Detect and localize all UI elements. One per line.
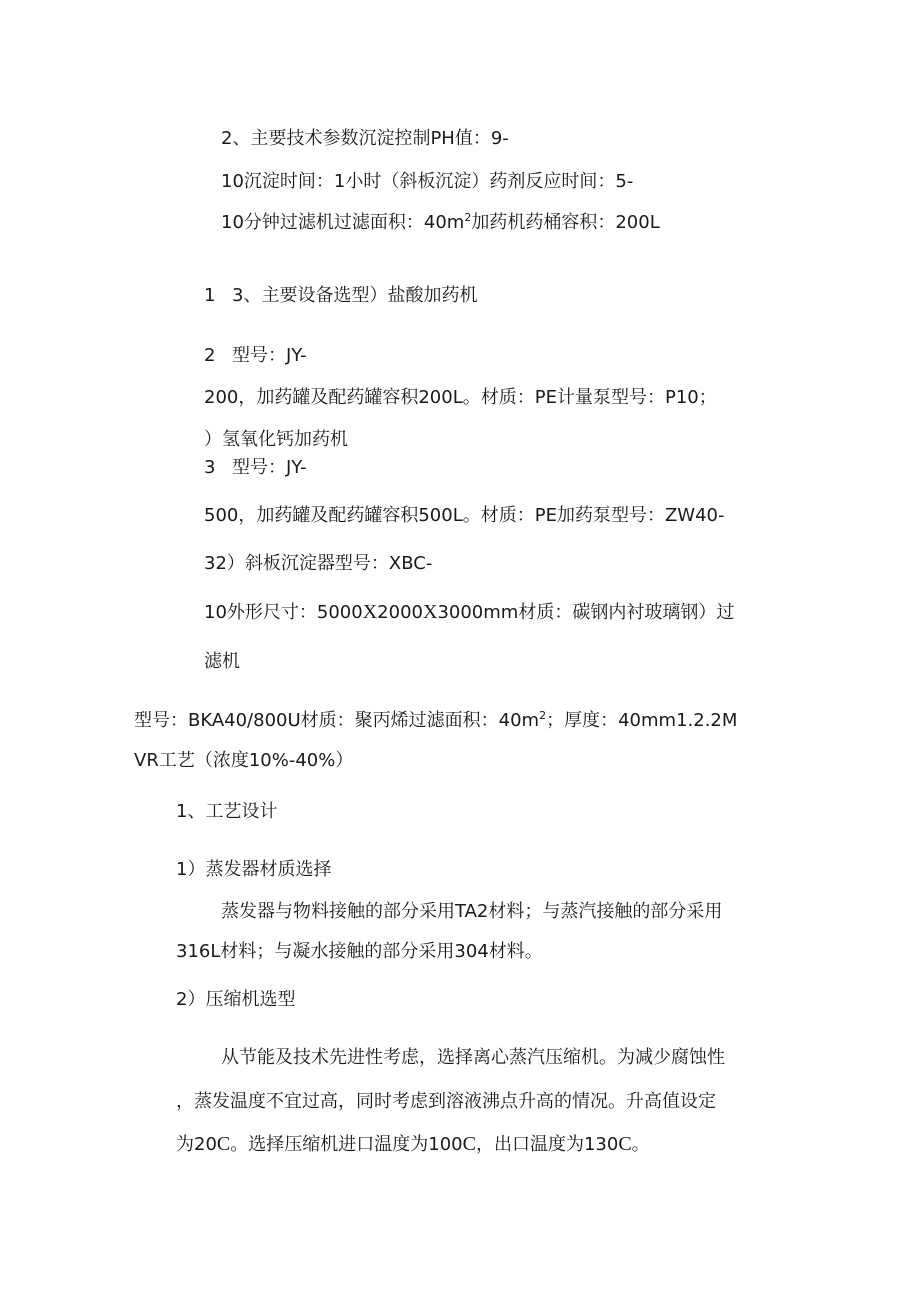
process-heading: 1、工艺设计 [176, 801, 278, 822]
paragraph-line: 从节能及技术先进性考虑，选择离心蒸汽压缩机。为减少腐蚀性 [221, 1047, 725, 1068]
paragraph-line: 蒸发器与物料接触的部分采用TA2材料；与蒸汽接触的部分采用 [221, 901, 723, 922]
filter-spec: 型号：BKA40/800U材质：聚丙烯过滤面积：$40m^2$；厚度：40mm1.2.2M [134, 709, 738, 731]
equipment-size: 10外形尺寸：5000X2000X3000mm材质：碳钢内衬玻璃钢）过 [204, 601, 735, 623]
params-line-2 [221, 170, 633, 194]
params-text: 2、主要技术参数沉淀控制PH值：9- [221, 128, 509, 149]
times-sign: X [422, 601, 438, 623]
section-heading: 3、主要设备选型）盐酸加药机 [232, 285, 478, 306]
mvr-heading: VR工艺（浓度10%-40%） [134, 750, 354, 771]
params-text: 10分钟过滤机过滤面积：40m [221, 212, 465, 233]
superscript: 2 [539, 709, 547, 722]
celsius-sign: C [216, 1133, 231, 1155]
params-text: 10沉淀时间：1小时（斜板沉淀）药剂反应时间：5- [221, 171, 634, 192]
paragraph-line: 316L材料；与凝水接触的部分采用304材料。 [176, 941, 543, 962]
list-number: 1 [204, 285, 216, 306]
superscript: 2 [464, 211, 472, 224]
params-line-1 [221, 127, 509, 151]
equipment-model: 型号：JY- [232, 345, 307, 366]
equipment-heading: ）氢氧化钙加药机 [204, 429, 348, 450]
paragraph-line: ，蒸发温度不宜过高，同时考虑到溶液沸点升高的情况。升高值设定 [176, 1091, 716, 1112]
equipment-detail: 500，加药罐及配药罐容积500L。材质：PE加药泵型号：ZW40- [204, 505, 725, 526]
paragraph-line: 为20C。选择压缩机进口温度为100C，出口温度为130C。 [176, 1133, 650, 1155]
list-number: 2 [204, 345, 216, 366]
equipment-size-wrap: 滤机 [204, 651, 240, 672]
equipment-detail: 200，加药罐及配药罐容积200L。材质：PE计量泵型号：P10； [204, 387, 717, 408]
celsius-sign: C [462, 1133, 476, 1155]
params-text: 加药机药桶容积：200L [471, 212, 660, 233]
list-number: 3 [204, 457, 216, 478]
times-sign: X [362, 601, 378, 623]
celsius-sign: C [618, 1133, 632, 1155]
sub-heading: 2）压缩机选型 [176, 989, 296, 1010]
equipment-model: 型号：JY- [232, 457, 307, 478]
sub-heading: 1）蒸发器材质选择 [176, 859, 332, 880]
equipment-heading: 32）斜板沉淀器型号：XBC- [204, 553, 433, 574]
params-line-3 [221, 211, 660, 235]
